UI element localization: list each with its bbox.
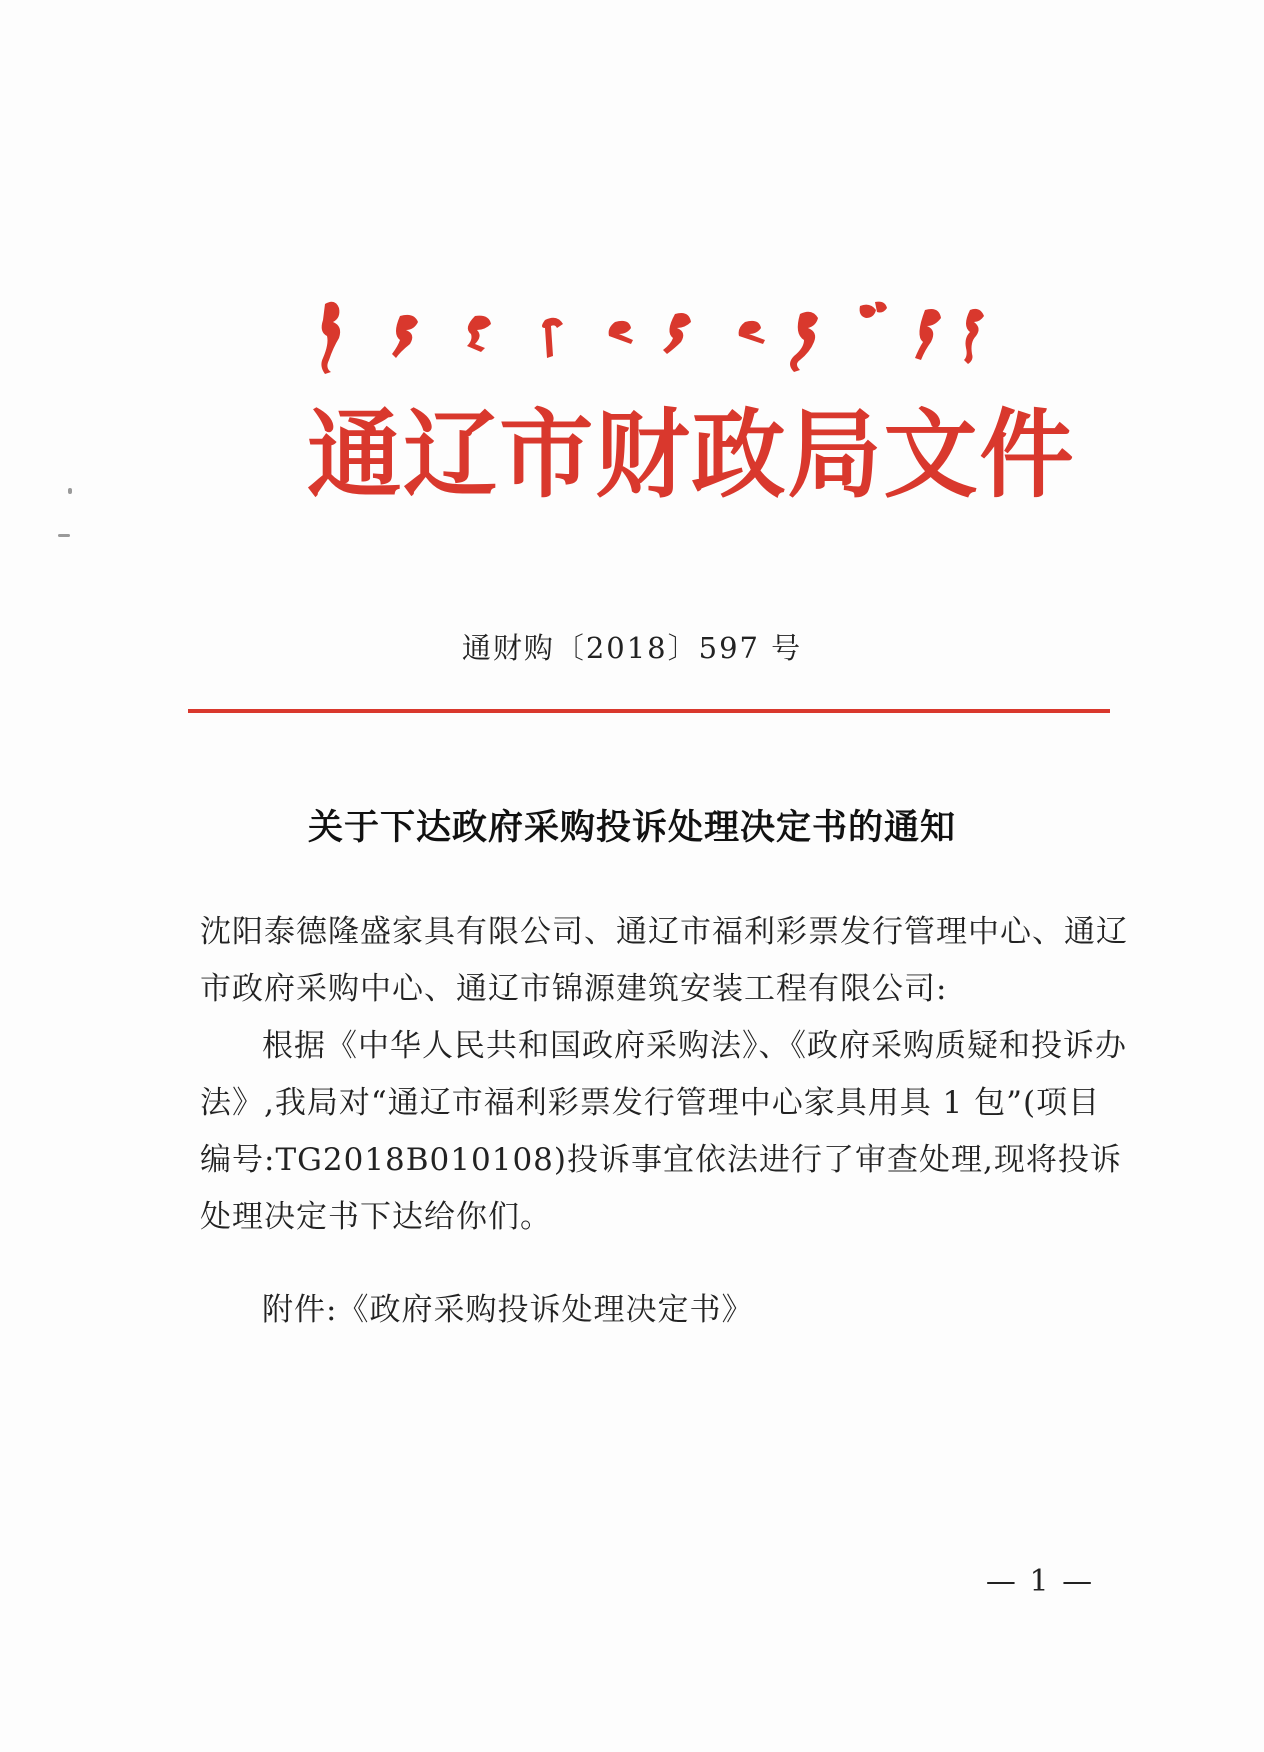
scan-artifact [58, 534, 70, 537]
mongolian-script-logo [315, 296, 995, 376]
recipients-paragraph: 沈阳泰德隆盛家具有限公司、通辽市福利彩票发行管理中心、通辽市政府采购中心、通辽市锦源建筑安装工程有限公司: [200, 914, 1128, 1007]
red-divider [188, 709, 1110, 713]
document-number: 通财购〔2018〕597 号 [461, 631, 803, 665]
mongolian-script-heading [315, 296, 995, 376]
attachment-line: 附件:《政府采购投诉处理决定书》 [262, 1292, 754, 1328]
page-number: — 1 — [985, 1564, 1095, 1599]
issuer-title: 通辽市财政局文件 [307, 399, 1076, 511]
scan-artifact [68, 488, 72, 494]
body-paragraph: 根据《中华人民共和国政府采购法》、《政府采购质疑和投诉办法》,我局对“通辽市福利彩票发行管理中心家具用具 1 包”(项目编号:TG2018B010108)投诉事宜依法进行了审查处理,现将投诉处理决定书下达给你们。 [200, 1028, 1127, 1235]
notice-subject: 关于下达政府采购投诉处理决定书的通知 [307, 807, 956, 848]
notice-body [200, 904, 1128, 1339]
